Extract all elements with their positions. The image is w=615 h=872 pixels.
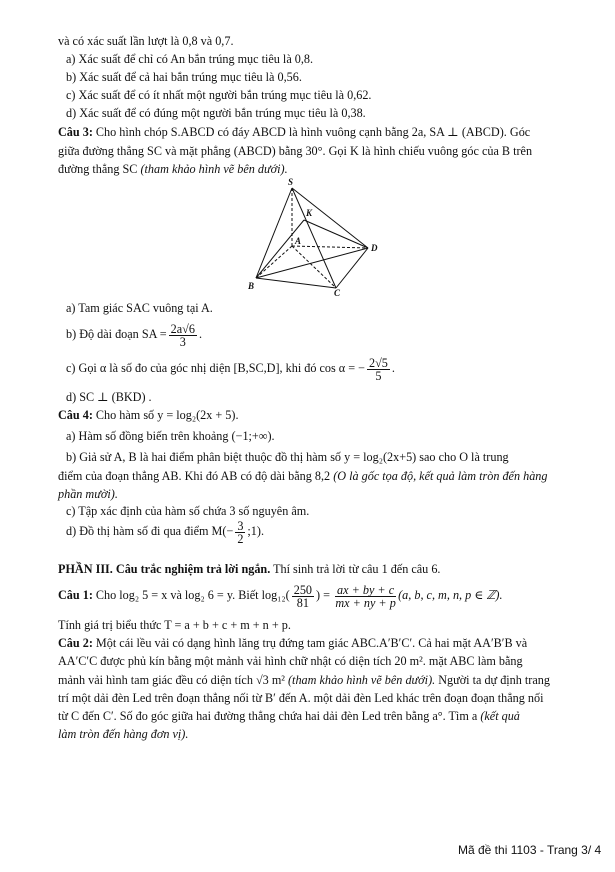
q3-option-b: b) Độ dài đoạn SA = $\frac{2a√6}{3}$ .	[66, 321, 202, 349]
edge-cd	[336, 248, 368, 288]
q3-option-a: a) Tam giác SAC vuông tại A.	[66, 301, 213, 315]
q3-option-d: d) SC ⊥ (BKD) .	[66, 390, 152, 404]
q3-stem-line1: Câu 3: Cho hình chóp S.ABCD có đáy ABCD là hình vuông cạnh bằng 2a, SA ⊥ (ABCD). Góc	[58, 125, 531, 139]
label-k: K	[306, 208, 313, 218]
page-footer: Mã đề thi 1103 - Trang 3/ 4	[458, 843, 602, 857]
q2-option-b: b) Xác suất để cả hai bắn trúng mục tiêu là 0,56.	[66, 70, 302, 84]
edge-kd	[304, 220, 368, 248]
label-d: D	[371, 243, 378, 253]
q2-option-d: d) Xác suất để có đúng một người bắn trúng mục tiêu là 0,38.	[66, 106, 366, 120]
label-c: C	[334, 288, 341, 296]
p3-q2-line3: mảnh vải hình tam giác đều có diện tích √3 m² (tham khảo hình vẽ bên dưới). Người ta dự định trang	[58, 673, 550, 687]
edge-ad	[292, 246, 368, 248]
q3-stem-line3: đường thẳng SC (tham khảo hình vẽ bên dưới).	[58, 162, 288, 176]
q4-label: Câu 4:	[58, 408, 93, 422]
q4-option-b-line3: phần mười).	[58, 487, 118, 501]
p3-q1-line2: Tính giá trị biểu thức T = a + b + c + m + n + p.	[58, 618, 291, 632]
q3-label: Câu 3:	[58, 125, 93, 139]
q2-option-a: a) Xác suất để chỉ có An bắn trúng mục tiêu là 0,8.	[66, 52, 314, 66]
q4-option-a: a) Hàm số đồng biến trên khoảng (−1;+∞).	[66, 429, 275, 443]
pyramid-figure	[248, 178, 388, 296]
p3-q2-line5: từ C đến C′. Số đo góc giữa hai đường thẳng chứa hai dải đèn Led trên bằng a°. Tìm a (kết quả	[58, 709, 520, 723]
label-s: S	[288, 178, 294, 187]
p3-q2-line1: Câu 2: Một cái lều vải có dạng hình lăng trụ đứng tam giác ABC.A′B′C′. Cả hai mặt AA′B′B và	[58, 636, 528, 650]
q4-option-c: c) Tập xác định của hàm số chứa 3 số nguyên âm.	[66, 504, 310, 518]
q4-option-b-line1: b) Giả sử A, B là hai điểm phân biệt thuộc đồ thị hàm số y = log₂(2x+5) sao cho O là trung	[66, 450, 509, 464]
p3-q2-label: Câu 2:	[58, 636, 93, 650]
q2-option-c: c) Xác suất để có ít nhất một người bắn trúng mục tiêu là 0,62.	[66, 88, 372, 102]
label-a: A	[295, 236, 302, 246]
q4-stem: Câu 4: Cho hàm số y = log₂(2x + 5).	[58, 408, 239, 422]
p3-q2-line2: AA′C′C được phủ kín bằng một mảnh vải hình chữ nhật có diện tích 20 m². mặt ABC làm bằng	[58, 654, 523, 668]
p3-q1-stem: Câu 1: Cho log₂ 5 = x và log₂ 6 = y. Biết log₁₂( $\frac{250}{81}$ ) = $\frac{ax + by + c}{mx + ny + p}$ (a, b, c, m, n, p ∈ ℤ).	[58, 582, 503, 610]
q4-option-b-line2: điểm của đoạn thẳng AB. Khi đó AB có độ dài bằng 8,2 (O là gốc tọa độ, kết quả làm tròn đến hàng	[58, 469, 548, 483]
p3-q2-line6: làm tròn đến hàng đơn vị).	[58, 727, 189, 741]
q3-stem-line2: giữa đường thẳng SC và mặt phẳng (ABCD) bằng 30°. Gọi K là hình chiếu vuông góc của B trên	[58, 144, 533, 158]
q3-option-c: c) Gọi α là số đo của góc nhị diện [B,SC,D], khi đó cos α = − $\frac{2√5}{5}$ .	[66, 355, 395, 383]
edge-bc	[256, 278, 336, 288]
label-b: B	[248, 281, 255, 291]
edge-sb	[256, 188, 292, 278]
intro-line: và có xác suất lần lượt là 0,8 và 0,7.	[58, 34, 234, 48]
edge-sd	[292, 188, 368, 248]
p3-q2-line4: trí một dải đèn Led trên đoạn thẳng nối từ B′ đến A. một dải đèn Led khác trên đoạn đoạn thẳng nối	[58, 691, 544, 705]
edge-bk	[256, 220, 304, 278]
p3-q1-label: Câu 1:	[58, 588, 93, 602]
q4-option-d: d) Đồ thị hàm số đi qua điểm M(− $\frac{3}{2}$ ;1).	[66, 518, 265, 546]
part3-heading: PHẦN III. Câu trắc nghiệm trả lời ngắn. Thí sinh trả lời từ câu 1 đến câu 6.	[58, 562, 441, 576]
